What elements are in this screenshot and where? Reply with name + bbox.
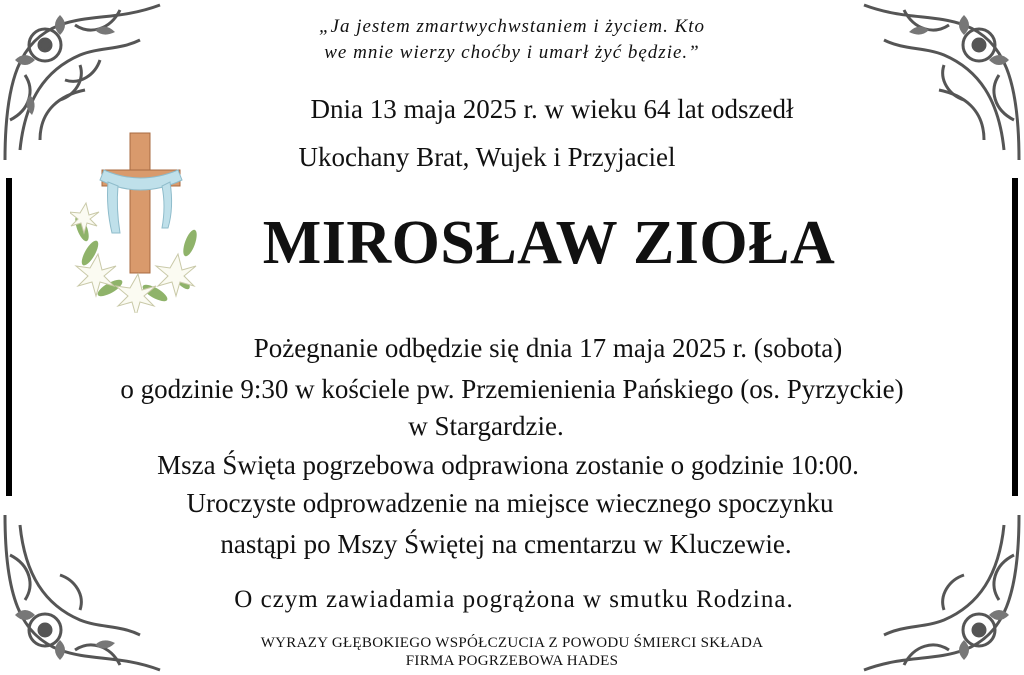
announcement-line-1: Dnia 13 maja 2025 r. w wieku 64 lat odszedł xyxy=(310,94,794,124)
funeral-line-4: Msza Święta pogrzebowa odprawiona zostanie o godzinie 10:00. xyxy=(157,450,859,480)
left-border-bar xyxy=(6,178,12,496)
funeral-line-1: Pożegnanie odbędzie się dnia 17 maja 2025 r. (sobota) xyxy=(253,333,843,363)
quote-line-1: „Ja jestem zmartwychwstaniem i życiem. Kto xyxy=(318,16,706,37)
closing-line: O czym zawiadamia pogrążona w smutku Rodzina. xyxy=(234,586,794,613)
condolences-line-2: FIRMA POGRZEBOWA HADES xyxy=(405,653,619,669)
funeral-line-3: w Stargardzie. xyxy=(408,411,564,441)
quote-line-2: we mnie wierzy choćby i umarł żyć będzie.” xyxy=(324,42,700,63)
condolences xyxy=(0,634,1024,670)
bible-quote xyxy=(0,14,1024,66)
announcement-line-2: Ukochany Brat, Wujek i Przyjaciel xyxy=(298,142,676,172)
funeral-line-2: o godzinie 9:30 w kościele pw. Przemienienia Pańskiego (os. Pyrzyckie) xyxy=(120,374,904,404)
funeral-line-5: Uroczyste odprowadzenie na miejsce wiecznego spoczynku xyxy=(186,488,834,518)
deceased-name: MIROSŁAW ZIOŁA xyxy=(262,209,836,277)
funeral-line-6: nastąpi po Mszy Świętej na cmentarzu w Kluczewie. xyxy=(220,529,792,559)
condolences-line-1: WYRAZY GŁĘBOKIEGO WSPÓŁCZUCIA Z POWODU ŚMIERCI SKŁADA xyxy=(260,635,764,651)
